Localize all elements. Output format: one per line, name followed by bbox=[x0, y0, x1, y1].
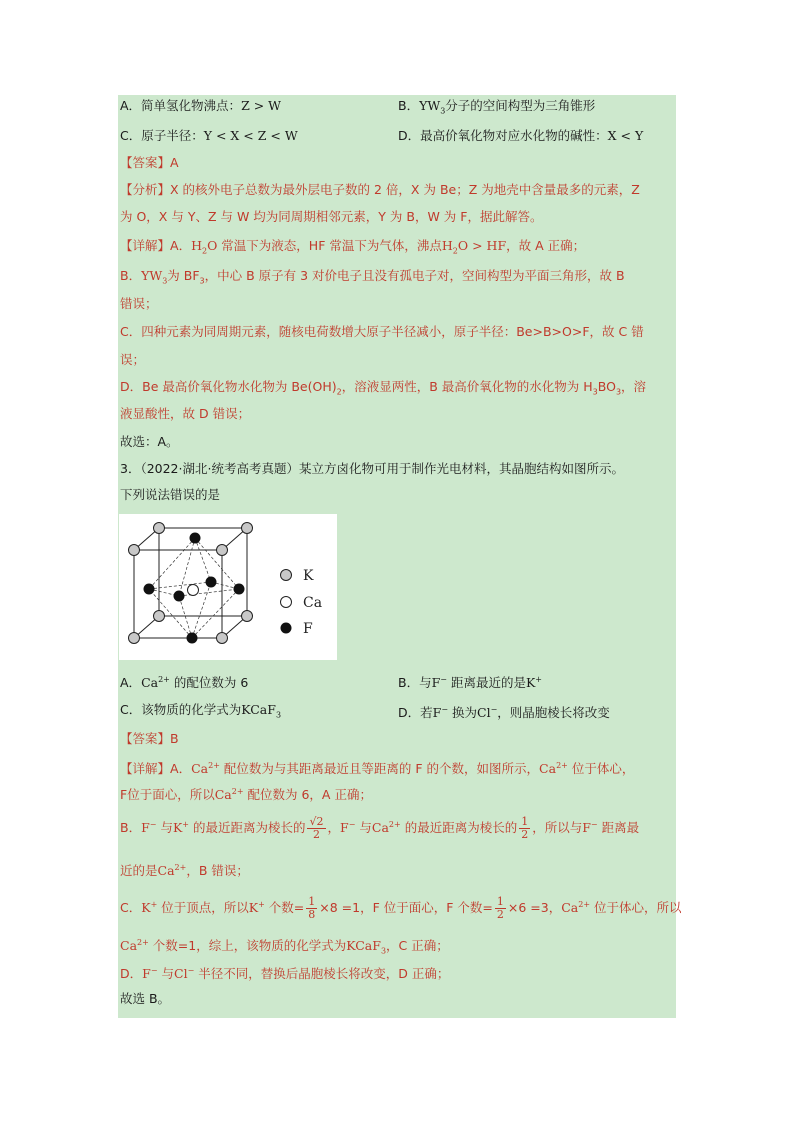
q3-detail-b-line2: 近的是$Ca^{2+}$，B 错误； bbox=[120, 863, 249, 879]
q3-detail-c-line1: C．K+ 位于顶点，所以K+ 个数= $\frac{1}{8}$ ×8 =1，F 位于面心，F 个数= $\frac{1}{2}$ ×6 =3，$Ca^{2+}$ 位于体心，所以 bbox=[120, 895, 682, 922]
cell-back-face bbox=[159, 528, 247, 616]
f-atom bbox=[206, 577, 217, 588]
q2-option-b: B．$YW_3$分子的空间构型为三角锥形 bbox=[398, 98, 596, 116]
k-atom bbox=[217, 633, 228, 644]
legend-f-label: F bbox=[303, 621, 313, 637]
f-atom bbox=[187, 633, 198, 644]
q2-analysis-line2: 为 O，X 与 Y、Z 与 W 均为同周期相邻元素，Y 为 B，W 为 F，据此解答。 bbox=[120, 209, 543, 224]
crystal-cell-diagram bbox=[119, 514, 337, 660]
q3-option-b: B．与F− 距离最近的是K+ bbox=[398, 675, 542, 691]
f-atom bbox=[144, 584, 155, 595]
q3-detail-c-line2: $Ca^{2+}$ 个数=1，综上，该物质的化学式为KCaF$_3$，C 正确； bbox=[120, 938, 449, 956]
legend-f-symbol bbox=[281, 623, 292, 634]
k-atom bbox=[129, 545, 140, 556]
q2-option-c: C．原子半径：Y < X < Z < W bbox=[120, 128, 298, 143]
q3-option-d: D．若F− 换为Cl−，则晶胞棱长将改变 bbox=[398, 705, 610, 721]
q3-option-c: C．该物质的化学式为KCaF$_3$ bbox=[120, 702, 282, 720]
legend-k-label: K bbox=[303, 568, 314, 584]
fraction-1-over-2: $\frac{1}{2}$ bbox=[521, 815, 529, 842]
q2-detail-b-line2: 错误； bbox=[120, 296, 158, 311]
legend-ca-symbol bbox=[281, 597, 292, 608]
fraction-1-over-8: $\frac{1}{8}$ bbox=[308, 895, 316, 922]
fraction-1-over-2: $\frac{1}{2}$ bbox=[496, 895, 504, 922]
q2-analysis-line1: 【分析】X 的核外电子总数为最外层电子数的 2 倍，X 为 Be；Z 为地壳中含量最多的元素，Z bbox=[120, 182, 640, 197]
q2-detail-a: 【详解】A．$H_2O$ 常温下为液态，HF 常温下为气体，沸点$H_2O$ > HF，故 A 正确； bbox=[120, 238, 586, 256]
f-atom bbox=[190, 533, 201, 544]
crystal-cell-figure bbox=[119, 514, 337, 660]
f-atom bbox=[174, 591, 185, 602]
q3-detail-a-line2: F位于面心，所以$Ca^{2+}$ 配位数为 6，A 正确； bbox=[120, 787, 372, 803]
k-atom bbox=[242, 611, 253, 622]
q3-choose: 故选 B。 bbox=[120, 991, 171, 1006]
q3-detail-a-line1: 【详解】A．$Ca^{2+}$ 配位数为与其距离最近且等距离的 F 的个数，如图所示，$Ca^{2+}$ 位于体心， bbox=[120, 761, 635, 777]
k-atom bbox=[154, 611, 165, 622]
q2-answer: 【答案】A bbox=[120, 155, 179, 170]
q2-option-d: D．最高价氧化物对应水化物的碱性：X < Y bbox=[398, 128, 644, 143]
q2-choose: 故选：A。 bbox=[120, 434, 179, 449]
q3-detail-d: D．F− 与Cl− 半径不同，替换后晶胞棱长将改变，D 正确； bbox=[120, 966, 450, 982]
q2-detail-c-line2: 误； bbox=[120, 352, 146, 367]
q2-detail-c-line1: C．四种元素为同周期元素，随核电荷数增大原子半径减小，原子半径：Be>B>O>F，故 C 错 bbox=[120, 324, 644, 339]
f-atom bbox=[234, 584, 245, 595]
q3-option-a: A．$Ca^{2+}$ 的配位数为 6 bbox=[120, 675, 249, 691]
q2-option-a: A．简单氢化物沸点：Z > W bbox=[120, 98, 282, 113]
q2-detail-d-line1: D．Be 最高价氧化物水化物为 $Be(OH)_2$，溶液显两性，B 最高价氧化物的水化物为 $H_3BO_3$，溶 bbox=[120, 379, 647, 397]
legend-ca-label: Ca bbox=[303, 595, 323, 611]
ca-atom bbox=[188, 585, 199, 596]
q3-stem-line1: 3．（2022·湖北·统考高考真题）某立方卤化物可用于制作光电材料，其晶胞结构如图所示。 bbox=[120, 461, 624, 476]
q3-stem-line2: 下列说法错误的是 bbox=[120, 487, 221, 502]
k-atom bbox=[129, 633, 140, 644]
k-atom bbox=[242, 523, 253, 534]
k-atom bbox=[154, 523, 165, 534]
k-atom bbox=[217, 545, 228, 556]
q3-answer: 【答案】B bbox=[120, 731, 179, 746]
q2-detail-b-line1: B．$YW_3$为 $BF_3$，中心 B 原子有 3 对价电子且没有孤电子对，空间构型为平面三角形，故 B bbox=[120, 268, 625, 286]
q2-detail-d-line2: 液显酸性，故 D 错误； bbox=[120, 406, 251, 421]
legend-k-symbol bbox=[281, 570, 292, 581]
q3-detail-b-line1: B．F− 与K+ 的最近距离为棱长的 $\frac{√2}{2}$ ，F− 与$Ca^{2+}$ 的最近距离为棱长的 $\frac{1}{2}$ ，所以与F− 距离最 bbox=[120, 815, 640, 842]
fraction-sqrt2-over-2: $\frac{√2}{2}$ bbox=[309, 815, 324, 842]
